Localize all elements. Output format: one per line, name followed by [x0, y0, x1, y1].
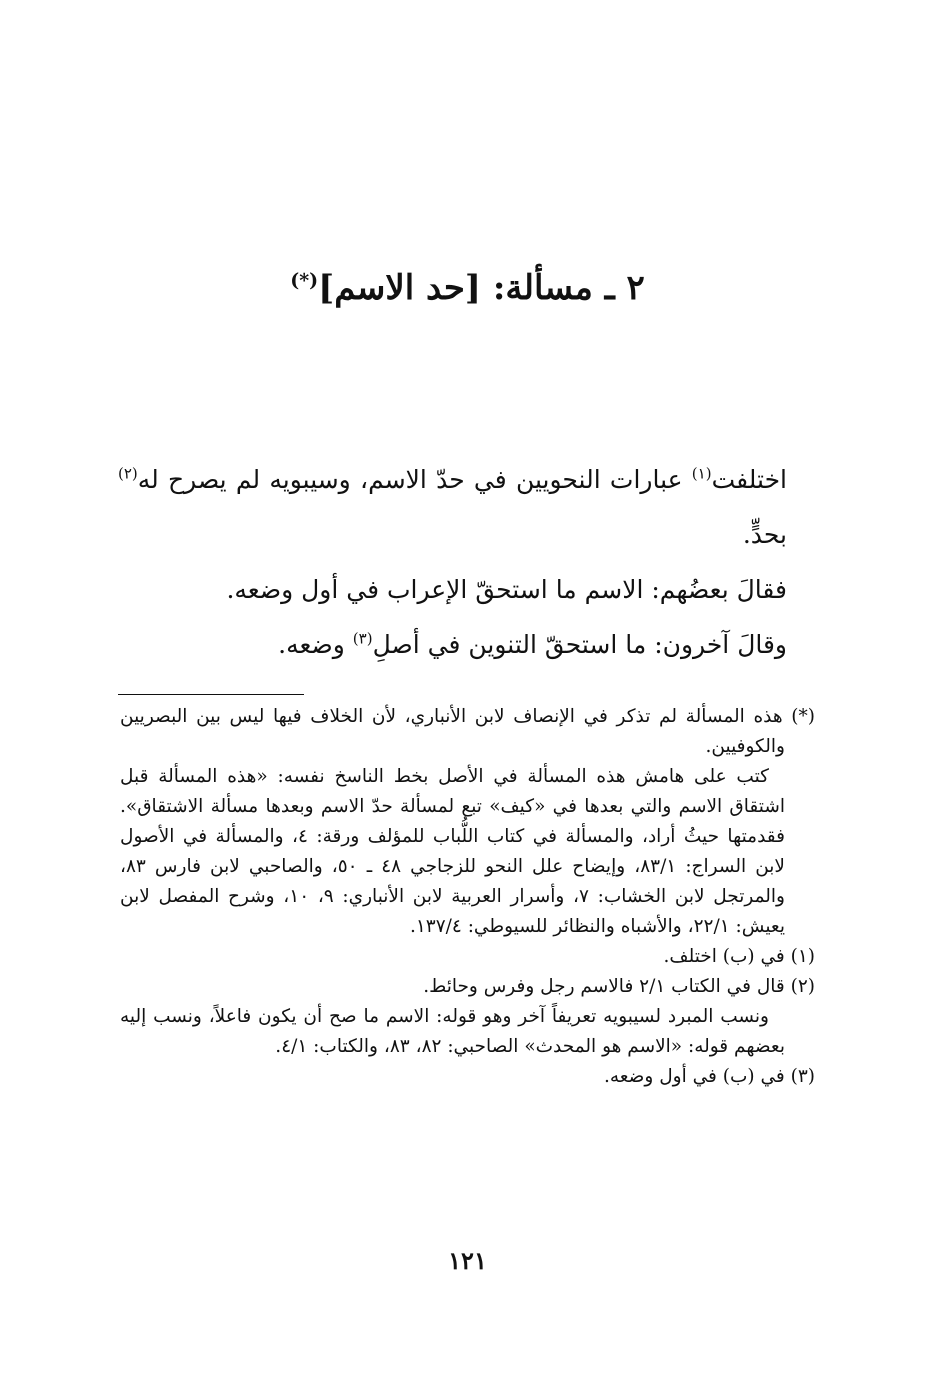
section-title	[0, 268, 935, 308]
footnote-star-1: (*) هذه المسألة لم تذكر في الإنصاف لابن الأنباري، لأن الخلاف فيها ليس بين البصريين والكوفيين.	[120, 706, 815, 757]
paragraph-3	[118, 617, 787, 672]
footnote-3: (٣) في (ب) في أول وضعه.	[603, 1066, 815, 1087]
footnote-2-line-2: ونسب المبرد لسيبويه تعريفاً آخر وهو قوله: الاسم ما صح أن يكون فاعلاً، ونسب إليه بعضهم قوله: «الاسم هو المحدث» الصاحبي: ٨٢، ٨٣، والكتاب: ٤/١.	[120, 1006, 785, 1057]
title-footnote-marker: (*)	[290, 269, 319, 292]
page-number: ١٢١	[448, 1246, 487, 1275]
paragraph-3-part-b: وضعه.	[278, 630, 353, 659]
footnotes	[120, 702, 815, 1092]
paragraph-1-part-a: اختلفت	[711, 465, 787, 494]
footnote-ref-1: (١)	[691, 464, 712, 483]
footnote-star-2: كتب على هامش هذه المسألة في الأصل بخط الناسخ نفسه: «هذه المسألة قبل اشتقاق الاسم والتي بعدها في «كيف» تبع لمسألة حدّ الاسم وبعدها مسألة الاشتقاق». فقدمتها حيثُ أراد، والمسألة في كتاب اللُّباب للمؤلف ورقة: ٤، والمسألة في الأصول لابن السراج: ٨٣/١، وإيضاح علل النحو للزجاجي ٤٨ ـ ٥٠، والصاحبي لابن فارس ٨٣، والمرتجل لابن الخشاب: ٧، وأسرار العربية لابن الأنباري: ٩، ١٠، وشرح المفصل لابن يعيش: ٢٢/١، والأشباه والنظائر للسيوطي: ١٣٧/٤.	[120, 766, 785, 937]
footnote-ref-2: (٢)	[118, 464, 138, 483]
footnote-ref-3: (٣)	[352, 629, 373, 648]
paragraph-1-part-c: بحدٍّ.	[742, 520, 787, 549]
footnote-2-line-1: (٢) قال في الكتاب ٢/١ فالاسم رجل وفرس وحائط.	[423, 976, 815, 997]
paragraph-2: فقالَ بعضُهم: الاسم ما استحقّ الإعراب في أول وضعه.	[226, 575, 787, 604]
paragraph-1	[118, 452, 787, 562]
footnote-separator	[118, 694, 304, 695]
paragraph-1-part-b: عبارات النحويين في حدّ الاسم، وسيبويه لم يصرح له	[137, 465, 692, 494]
section-title-text: ٢ ـ مسألة: [حد الاسم]	[318, 268, 645, 308]
paragraph-3-part-a: وقالَ آخرون: ما استحقّ التنوين في أصلِ	[372, 630, 787, 659]
main-text	[118, 452, 787, 672]
footnote-1: (١) في (ب) اختلف.	[663, 946, 815, 967]
